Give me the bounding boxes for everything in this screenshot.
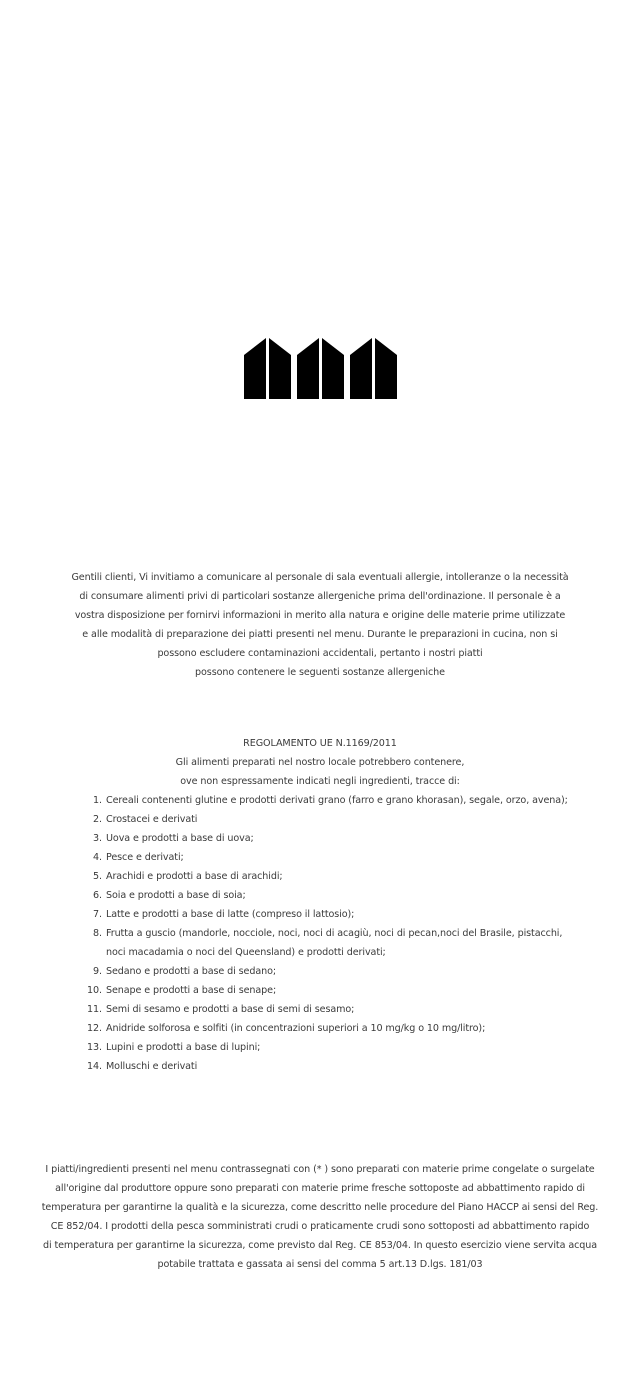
intro-line: possono contenere le seguenti sostanze allergeniche <box>195 667 445 678</box>
allergen-item <box>84 1019 568 1038</box>
allergen-item <box>84 829 568 848</box>
allergen-text: Uova e prodotti a base di uova; <box>106 833 254 844</box>
allergen-item <box>84 962 568 981</box>
allergen-number: 6. <box>93 890 102 901</box>
regulation-title: REGOLAMENTO UE N.1169/2011 <box>243 738 397 749</box>
allergen-number: 1. <box>93 795 102 806</box>
allergen-number: 5. <box>93 871 102 882</box>
allergen-number: 3. <box>93 833 102 844</box>
allergen-item <box>84 1038 568 1057</box>
allergen-item <box>84 886 568 905</box>
allergen-number: 12. <box>87 1023 102 1034</box>
allergen-number: 7. <box>93 909 102 920</box>
allergen-item-continuation: noci macadamia o noci del Queensland) e prodotti derivati; <box>106 947 386 958</box>
allergen-text: Senape e prodotti a base di senape; <box>106 985 277 996</box>
allergen-text: Crostacei e derivati <box>106 814 198 825</box>
allergen-text: Lupini e prodotti a base di lupini; <box>106 1042 261 1053</box>
allergen-number: 2. <box>93 814 102 825</box>
allergen-item <box>84 810 568 829</box>
allergen-item <box>84 1000 568 1019</box>
allergen-text: Latte e prodotti a base di latte (compreso il lattosio); <box>106 909 355 920</box>
allergen-text: Anidride solforosa e solfiti (in concentrazioni superiori a 10 mg/kg o 10 mg/litro); <box>106 1023 486 1034</box>
allergen-item <box>84 867 568 886</box>
allergen-text: Semi di sesamo e prodotti a base di semi di sesamo; <box>106 1004 355 1015</box>
intro-line: Gentili clienti, Vi invitiamo a comunicare al personale di sala eventuali allergie, intolleranze o la necessità <box>71 572 569 583</box>
footer-line: potabile trattata e gassata ai sensi del comma 5 art.13 D.lgs. 181/03 <box>157 1259 483 1270</box>
allergen-list <box>84 791 568 1076</box>
regulation-line: ove non espressamente indicati negli ingredienti, tracce di: <box>180 776 460 787</box>
allergen-number: 10. <box>87 985 102 996</box>
allergy-intro <box>0 568 640 682</box>
footer-line: all'origine dal produttore oppure sono preparati con materie prime fresche sottoposte ad abbattimento rapido di <box>55 1183 585 1194</box>
allergen-item <box>84 924 568 943</box>
allergen-number: 11. <box>87 1004 102 1015</box>
allergen-text: Sedano e prodotti a base di sedano; <box>106 966 277 977</box>
allergen-item <box>84 848 568 867</box>
regulation-header <box>0 734 640 791</box>
intro-line: vostra disposizione per fornirvi informazioni in merito alla natura e origine delle materie prime utilizzate <box>74 610 566 621</box>
allergen-text: Molluschi e derivati <box>106 1061 198 1072</box>
allergen-number: 9. <box>93 966 102 977</box>
allergen-number: 13. <box>87 1042 102 1053</box>
intro-line: possono escludere contaminazioni accidentali, pertanto i nostri piatti <box>157 648 483 659</box>
allergen-item <box>84 791 568 810</box>
logo-houses-icon <box>244 338 397 399</box>
allergen-item <box>84 1057 568 1076</box>
allergen-text: Soia e prodotti a base di soia; <box>106 890 246 901</box>
allergen-item <box>84 905 568 924</box>
footer-line: I piatti/ingredienti presenti nel menu contrassegnati con (* ) sono preparati con materie prime congelate o surgelate <box>45 1164 595 1175</box>
allergen-item <box>84 981 568 1000</box>
allergen-number: 8. <box>93 928 102 939</box>
allergen-text: Cereali contenenti glutine e prodotti derivati grano (farro e grano khorasan), segale, orzo, avena); <box>106 795 568 806</box>
regulation-line: Gli alimenti preparati nel nostro locale potrebbero contenere, <box>175 757 465 768</box>
allergen-number: 4. <box>93 852 102 863</box>
allergen-text: Frutta a guscio (mandorle, nocciole, noci, noci di acagiù, noci di pecan,noci del Brasile, pistacchi, <box>106 928 563 939</box>
frozen-products-notice <box>0 1160 640 1274</box>
allergen-number: 14. <box>87 1061 102 1072</box>
intro-line: di consumare alimenti privi di particolari sostanze allergeniche prima dell'ordinazione. Il personale è a <box>79 591 561 602</box>
allergen-text: Pesce e derivati; <box>106 852 184 863</box>
allergen-text: Arachidi e prodotti a base di arachidi; <box>106 871 283 882</box>
intro-line: e alle modalità di preparazione dei piatti presenti nel menu. Durante le preparazioni in cucina, non si <box>82 629 558 640</box>
footer-line: temperatura per garantirne la qualità e la sicurezza, come descritto nelle procedure del Piano HACCP ai sensi del Reg. <box>41 1202 599 1213</box>
footer-line: CE 852/04. I prodotti della pesca somministrati crudi o praticamente crudi sono sottoposti ad abbattimento rapido <box>50 1221 590 1232</box>
footer-line: di temperatura per garantirne la sicurezza, come previsto dal Reg. CE 853/04. In questo esercizio viene servita acqua <box>42 1240 598 1251</box>
